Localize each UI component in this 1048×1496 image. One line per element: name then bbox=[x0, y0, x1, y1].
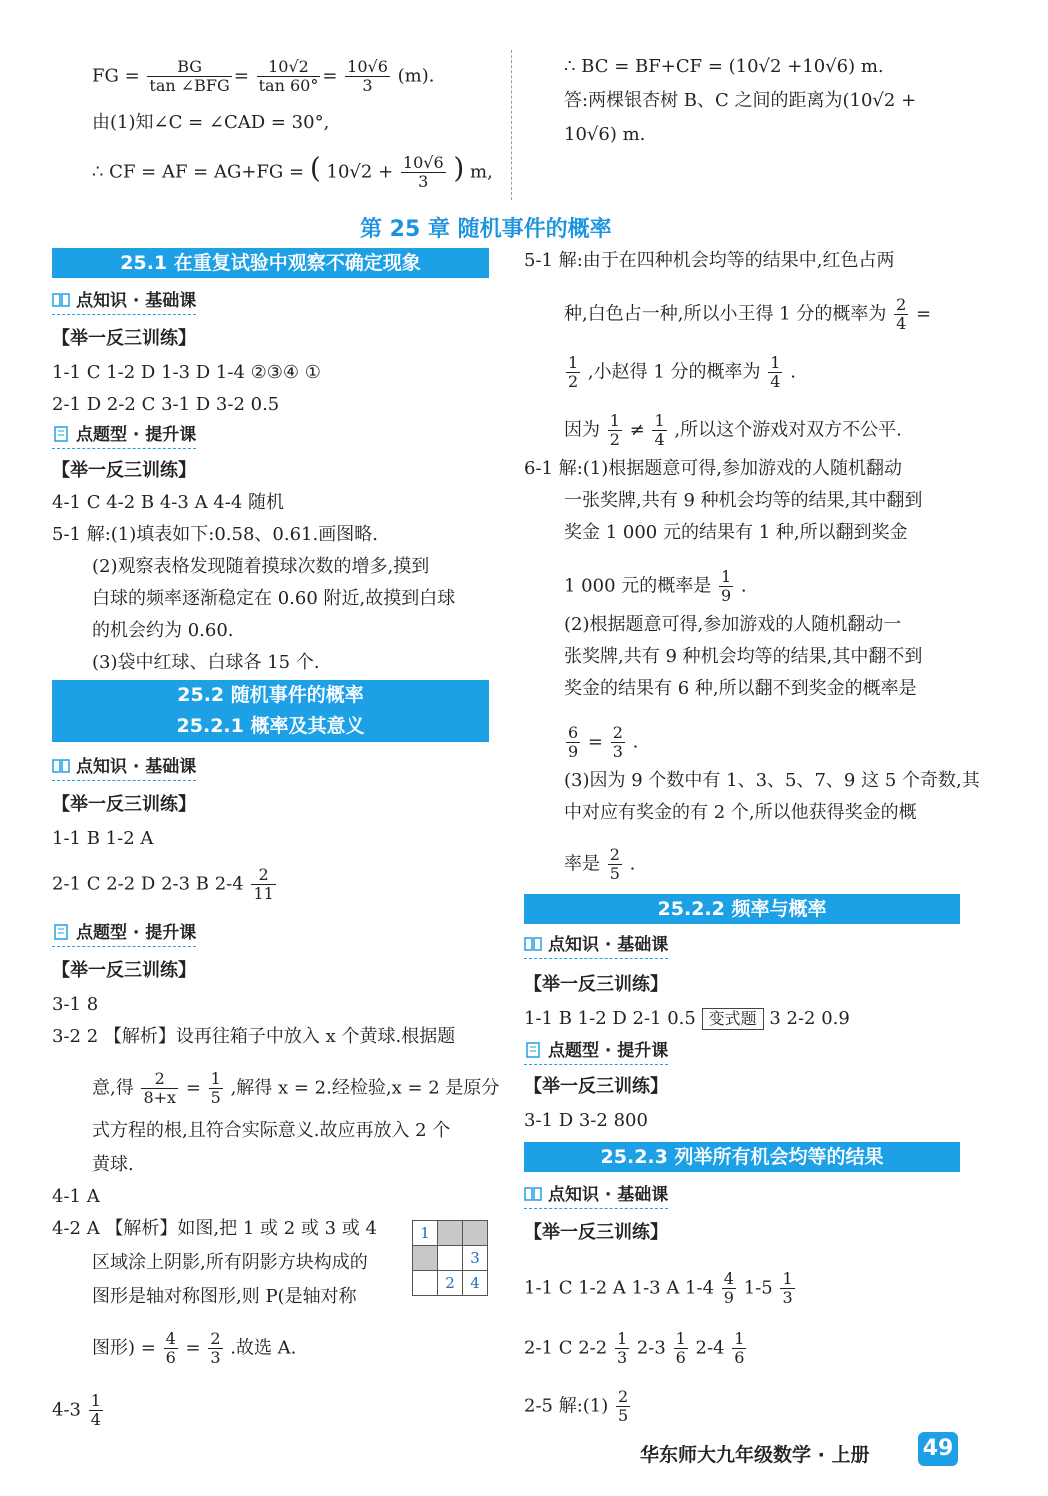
knowledge-tag bbox=[52, 290, 196, 315]
grid-cell: 2 bbox=[438, 1271, 463, 1296]
answer-text: 2-1 C 2-2 D 2-3 B 2-4 bbox=[52, 873, 244, 895]
answer-row: 2-1 D 2-2 C 3-1 D 3-2 0.5 bbox=[52, 394, 280, 415]
answer-text: 2-4 bbox=[695, 1337, 725, 1359]
question-tag bbox=[524, 1040, 668, 1065]
answer-row: 奖金的结果有 6 种,所以翻不到奖金的概率是 bbox=[564, 678, 917, 699]
answer-row: 1-1 C 1-2 D 1-3 D 1-4 ②③④ ① bbox=[52, 362, 321, 383]
answer-line: 10√6) m. bbox=[564, 124, 646, 145]
not-equal: ≠ bbox=[629, 419, 645, 441]
answer-row bbox=[52, 1392, 105, 1429]
answer-row bbox=[524, 1008, 850, 1030]
tag-label: 点题型 · 提升课 bbox=[76, 425, 197, 445]
period: . bbox=[629, 853, 636, 875]
grid-cell: 3 bbox=[463, 1246, 488, 1271]
numerator: 4 bbox=[723, 1269, 734, 1288]
grid-cell bbox=[413, 1271, 438, 1296]
answer-text: ,所以这个游戏对双方不公平. bbox=[674, 419, 902, 441]
knowledge-tag bbox=[52, 756, 196, 781]
angle-line: 由(1)知∠C = ∠CAD = 30°, bbox=[92, 112, 330, 133]
denominator: 3 bbox=[616, 1348, 628, 1367]
period: . bbox=[632, 731, 639, 753]
tag-label: 点题型 · 提升课 bbox=[548, 1041, 669, 1061]
answer-row: 白球的频率逐渐稳定在 0.60 附近,故摸到白球 bbox=[92, 588, 456, 609]
numerator: 1 bbox=[568, 353, 579, 372]
question-tag bbox=[52, 424, 196, 449]
unit: (m). bbox=[397, 65, 435, 87]
denominator: 3 bbox=[362, 76, 373, 95]
answer-row: 黄球. bbox=[92, 1154, 134, 1175]
answer-text: 4-3 bbox=[52, 1399, 81, 1421]
fraction bbox=[611, 724, 625, 761]
fraction bbox=[251, 866, 275, 903]
equals: = bbox=[916, 303, 932, 325]
answer-text: ,解得 x = 2.经检验,x = 2 是原分 bbox=[230, 1077, 500, 1099]
denominator: 4 bbox=[654, 430, 665, 449]
numerator: 1 bbox=[90, 1391, 101, 1410]
denominator: 5 bbox=[609, 864, 620, 883]
fraction bbox=[147, 58, 231, 95]
numerator: 6 bbox=[568, 723, 579, 742]
denominator: 5 bbox=[618, 1406, 629, 1425]
answer-row bbox=[564, 724, 638, 761]
answer-row bbox=[524, 1270, 797, 1307]
paren: ( bbox=[309, 151, 321, 185]
bc-equation: ∴ BC = BF+CF = (10√2 +10√6) m. bbox=[564, 56, 884, 77]
answer-row bbox=[564, 354, 796, 391]
answer-row bbox=[524, 1388, 632, 1425]
numerator: 1 bbox=[675, 1329, 686, 1348]
grid-cell: 1 bbox=[413, 1221, 438, 1246]
equals: = bbox=[587, 731, 604, 753]
numerator: 2 bbox=[609, 845, 620, 864]
fraction bbox=[652, 412, 666, 449]
banner-line: 25.2.1 概率及其意义 bbox=[176, 715, 365, 737]
fraction bbox=[566, 724, 580, 761]
book-icon bbox=[524, 1186, 542, 1202]
answer-row: 5-1 解:(1)填表如下:0.58、0.61.画图略. bbox=[52, 524, 378, 545]
fraction bbox=[141, 1070, 178, 1107]
denominator: 4 bbox=[90, 1410, 101, 1429]
training-label: 【举一反三训练】 bbox=[52, 328, 196, 349]
fraction bbox=[608, 846, 622, 883]
answer-row bbox=[92, 1070, 499, 1107]
section-banner-25-2-3: 25.2.3 列举所有机会均等的结果 bbox=[524, 1142, 960, 1172]
answer-row: 6-1 解:(1)根据题意可得,参加游戏的人随机翻动 bbox=[524, 458, 902, 479]
answer-text: 因为 bbox=[564, 419, 600, 441]
answer-row bbox=[564, 296, 931, 333]
grid-cell: 4 bbox=[463, 1271, 488, 1296]
answer-row: (3)因为 9 个数中有 1、3、5、7、9 这 5 个奇数,其 bbox=[564, 770, 980, 791]
fraction bbox=[615, 1330, 629, 1367]
training-label: 【举一反三训练】 bbox=[524, 974, 668, 995]
section-banner-25-1: 25.1 在重复试验中观察不确定现象 bbox=[52, 248, 489, 278]
answer-row bbox=[524, 1330, 748, 1367]
answer-row: 5-1 解:由于在四种机会均等的结果中,红色占两 bbox=[524, 250, 895, 271]
equals: = bbox=[185, 1337, 201, 1359]
tag-label: 点知识 · 基础课 bbox=[76, 291, 197, 311]
fraction bbox=[768, 354, 782, 391]
answer-text: .故选 A. bbox=[230, 1337, 297, 1359]
fraction bbox=[719, 568, 733, 605]
knowledge-tag bbox=[524, 1184, 668, 1209]
grid-cell-shaded bbox=[463, 1221, 488, 1246]
answer-text: 图形) = bbox=[92, 1337, 156, 1359]
answer-row bbox=[564, 568, 747, 605]
numerator: 1 bbox=[654, 411, 665, 430]
training-label: 【举一反三训练】 bbox=[524, 1222, 668, 1243]
numerator: 4 bbox=[165, 1329, 176, 1348]
tag-label: 点知识 · 基础课 bbox=[548, 935, 669, 955]
answer-text: 2-3 bbox=[636, 1337, 666, 1359]
fraction bbox=[732, 1330, 746, 1367]
answer-row: 一张奖牌,共有 9 种机会均等的结果,其中翻到 bbox=[564, 490, 923, 511]
fg-label: FG = bbox=[92, 65, 140, 87]
answer-row: 中对应有奖金的有 2 个,所以他获得奖金的概 bbox=[564, 802, 917, 823]
symmetry-grid bbox=[412, 1220, 488, 1296]
notebook-icon bbox=[52, 426, 70, 442]
answer-row bbox=[564, 412, 902, 449]
section-banner-25-2-2: 25.2.2 频率与概率 bbox=[524, 894, 960, 924]
denominator: 6 bbox=[734, 1348, 745, 1367]
grid-cell-shaded bbox=[438, 1221, 463, 1246]
fraction bbox=[209, 1070, 223, 1107]
denominator: 9 bbox=[721, 586, 732, 605]
answer-text: 1-1 B 1-2 D 2-1 0.5 bbox=[524, 1008, 696, 1029]
numerator: 10√6 bbox=[402, 153, 444, 172]
grid-cell bbox=[438, 1246, 463, 1271]
answer-row: 3-1 8 bbox=[52, 994, 99, 1015]
answer-text: 2-1 C 2-2 bbox=[524, 1337, 608, 1359]
answer-row bbox=[52, 866, 278, 903]
numerator: 10√2 bbox=[257, 58, 321, 77]
answer-row: (2)根据题意可得,参加游戏的人随机翻动一 bbox=[564, 614, 902, 635]
section-banner-25-2 bbox=[52, 680, 489, 742]
numerator: 2 bbox=[210, 1329, 221, 1348]
denominator: 9 bbox=[723, 1288, 734, 1307]
answer-text: 1 000 元的概率是 bbox=[564, 575, 712, 597]
paren: ) bbox=[453, 151, 465, 185]
fraction bbox=[164, 1330, 178, 1367]
numerator: 1 bbox=[721, 567, 732, 586]
answer-text: 意,得 bbox=[92, 1077, 134, 1099]
unit: m, bbox=[470, 161, 493, 183]
answer-row: 图形是轴对称图形,则 P(是轴对称 bbox=[92, 1286, 357, 1307]
notebook-icon bbox=[52, 924, 70, 940]
answer-row: 区域涂上阴影,所有阴影方块构成的 bbox=[92, 1252, 368, 1273]
numerator: 2 bbox=[251, 866, 275, 885]
numerator: BG bbox=[147, 58, 231, 77]
period: . bbox=[740, 575, 747, 597]
fraction bbox=[566, 354, 580, 391]
fg-equation: FG = $\frac{BG}{\text{tan ∠BFG}}$ = $\frac{10√2}{\tan 60^\circ}$ = $\frac{10√6}{3}$ (m). bbox=[92, 57, 435, 95]
tag-label: 点知识 · 基础课 bbox=[548, 1185, 669, 1205]
column-divider bbox=[511, 50, 512, 200]
fraction bbox=[616, 1388, 630, 1425]
cf-equation bbox=[92, 151, 493, 191]
book-icon bbox=[52, 758, 70, 774]
cf-term: 10√2 + bbox=[326, 161, 394, 183]
denominator: 5 bbox=[210, 1088, 221, 1107]
knowledge-tag bbox=[524, 934, 668, 959]
banner-line: 25.2 随机事件的概率 bbox=[177, 684, 364, 706]
denominator: 2 bbox=[609, 430, 620, 449]
training-label: 【举一反三训练】 bbox=[52, 794, 196, 815]
book-icon bbox=[524, 936, 542, 952]
answer-row: 4-1 C 4-2 B 4-3 A 4-4 随机 bbox=[52, 492, 284, 513]
answer-row: 4-2 A 【解析】如图,把 1 或 2 或 3 或 4 bbox=[52, 1218, 378, 1239]
answer-row: 的机会约为 0.60. bbox=[92, 620, 234, 641]
numerator: 1 bbox=[609, 411, 620, 430]
denominator: 9 bbox=[568, 742, 579, 761]
denominator: tan 60° bbox=[258, 76, 319, 95]
answer-text: 3 2-2 0.9 bbox=[769, 1008, 850, 1029]
question-tag bbox=[52, 922, 196, 947]
answer-row: 3-1 D 3-2 800 bbox=[524, 1110, 648, 1131]
numerator: 1 bbox=[770, 353, 781, 372]
denominator: 4 bbox=[896, 314, 907, 333]
answer-row: 张奖牌,共有 9 种机会均等的结果,其中翻不到 bbox=[564, 646, 923, 667]
book-title: 华东师大九年级数学 · 上册 bbox=[640, 1444, 870, 1466]
fraction bbox=[401, 154, 446, 191]
fraction bbox=[208, 1330, 222, 1367]
answer-text: 率是 bbox=[564, 853, 600, 875]
numerator: 1 bbox=[734, 1329, 745, 1348]
answer-text: 2-5 解:(1) bbox=[524, 1395, 609, 1417]
fraction bbox=[89, 1392, 103, 1429]
chapter-title: 第 25 章 随机事件的概率 bbox=[360, 217, 612, 242]
numerator: 2 bbox=[612, 723, 623, 742]
grid-cell-shaded bbox=[413, 1246, 438, 1271]
numerator: 1 bbox=[782, 1269, 793, 1288]
answer-text: 种,白色占一种,所以小王得 1 分的概率为 bbox=[564, 303, 887, 325]
answer-row: (2)观察表格发现随着摸球次数的增多,摸到 bbox=[92, 556, 430, 577]
numerator: 1 bbox=[616, 1329, 628, 1348]
training-label: 【举一反三训练】 bbox=[524, 1076, 668, 1097]
denominator: 3 bbox=[782, 1288, 793, 1307]
denominator: 3 bbox=[210, 1348, 221, 1367]
denominator: tan ∠BFG bbox=[149, 76, 230, 95]
fraction bbox=[780, 1270, 794, 1307]
denominator: 11 bbox=[253, 884, 274, 903]
denominator: 3 bbox=[418, 172, 429, 191]
answer-row: 式方程的根,且符合实际意义.故应再放入 2 个 bbox=[92, 1120, 451, 1141]
denominator: 4 bbox=[770, 372, 781, 391]
answer-text: 1-1 C 1-2 A 1-3 A 1-4 bbox=[524, 1277, 715, 1299]
numerator: 2 bbox=[618, 1387, 629, 1406]
answer-text: ,小赵得 1 分的概率为 bbox=[587, 361, 761, 383]
training-label: 【举一反三训练】 bbox=[52, 460, 196, 481]
answer-row: 4-1 A bbox=[52, 1186, 100, 1207]
denominator: 6 bbox=[675, 1348, 686, 1367]
denominator: 8+x bbox=[143, 1088, 177, 1107]
tag-label: 点题型 · 提升课 bbox=[76, 923, 197, 943]
numerator: 2 bbox=[896, 295, 907, 314]
fraction bbox=[345, 58, 390, 95]
fraction bbox=[894, 296, 908, 333]
fraction bbox=[722, 1270, 736, 1307]
tag-label: 点知识 · 基础课 bbox=[76, 757, 197, 777]
answer-row: (3)袋中红球、白球各 15 个. bbox=[92, 652, 320, 673]
period: . bbox=[790, 361, 796, 383]
answer-row bbox=[564, 846, 635, 883]
book-icon bbox=[52, 292, 70, 308]
fraction bbox=[608, 412, 622, 449]
fraction bbox=[257, 58, 321, 95]
notebook-icon bbox=[524, 1042, 542, 1058]
denominator: 2 bbox=[568, 372, 579, 391]
cf-label: ∴ CF = AF = AG+FG = bbox=[92, 161, 305, 183]
numerator: 1 bbox=[210, 1069, 221, 1088]
numerator: 2 bbox=[141, 1070, 178, 1089]
equals: = bbox=[185, 1077, 201, 1099]
answer-row bbox=[92, 1330, 296, 1367]
answer-text: 1-5 bbox=[743, 1277, 773, 1299]
answer-row: 1-1 B 1-2 A bbox=[52, 828, 154, 849]
answer-line: 答:两棵银杏树 B、C 之间的距离为(10√2 + bbox=[564, 90, 917, 111]
training-label: 【举一反三训练】 bbox=[52, 960, 196, 981]
fraction bbox=[674, 1330, 688, 1367]
answer-row: 奖金 1 000 元的结果有 1 种,所以翻到奖金 bbox=[564, 522, 908, 543]
numerator: 10√6 bbox=[347, 57, 388, 76]
variant-badge: 变式题 bbox=[702, 1008, 764, 1030]
denominator: 6 bbox=[165, 1348, 176, 1367]
answer-row: 3-2 2 【解析】设再往箱子中放入 x 个黄球.根据题 bbox=[52, 1026, 456, 1047]
page-number: 49 bbox=[918, 1432, 958, 1466]
denominator: 3 bbox=[612, 742, 623, 761]
